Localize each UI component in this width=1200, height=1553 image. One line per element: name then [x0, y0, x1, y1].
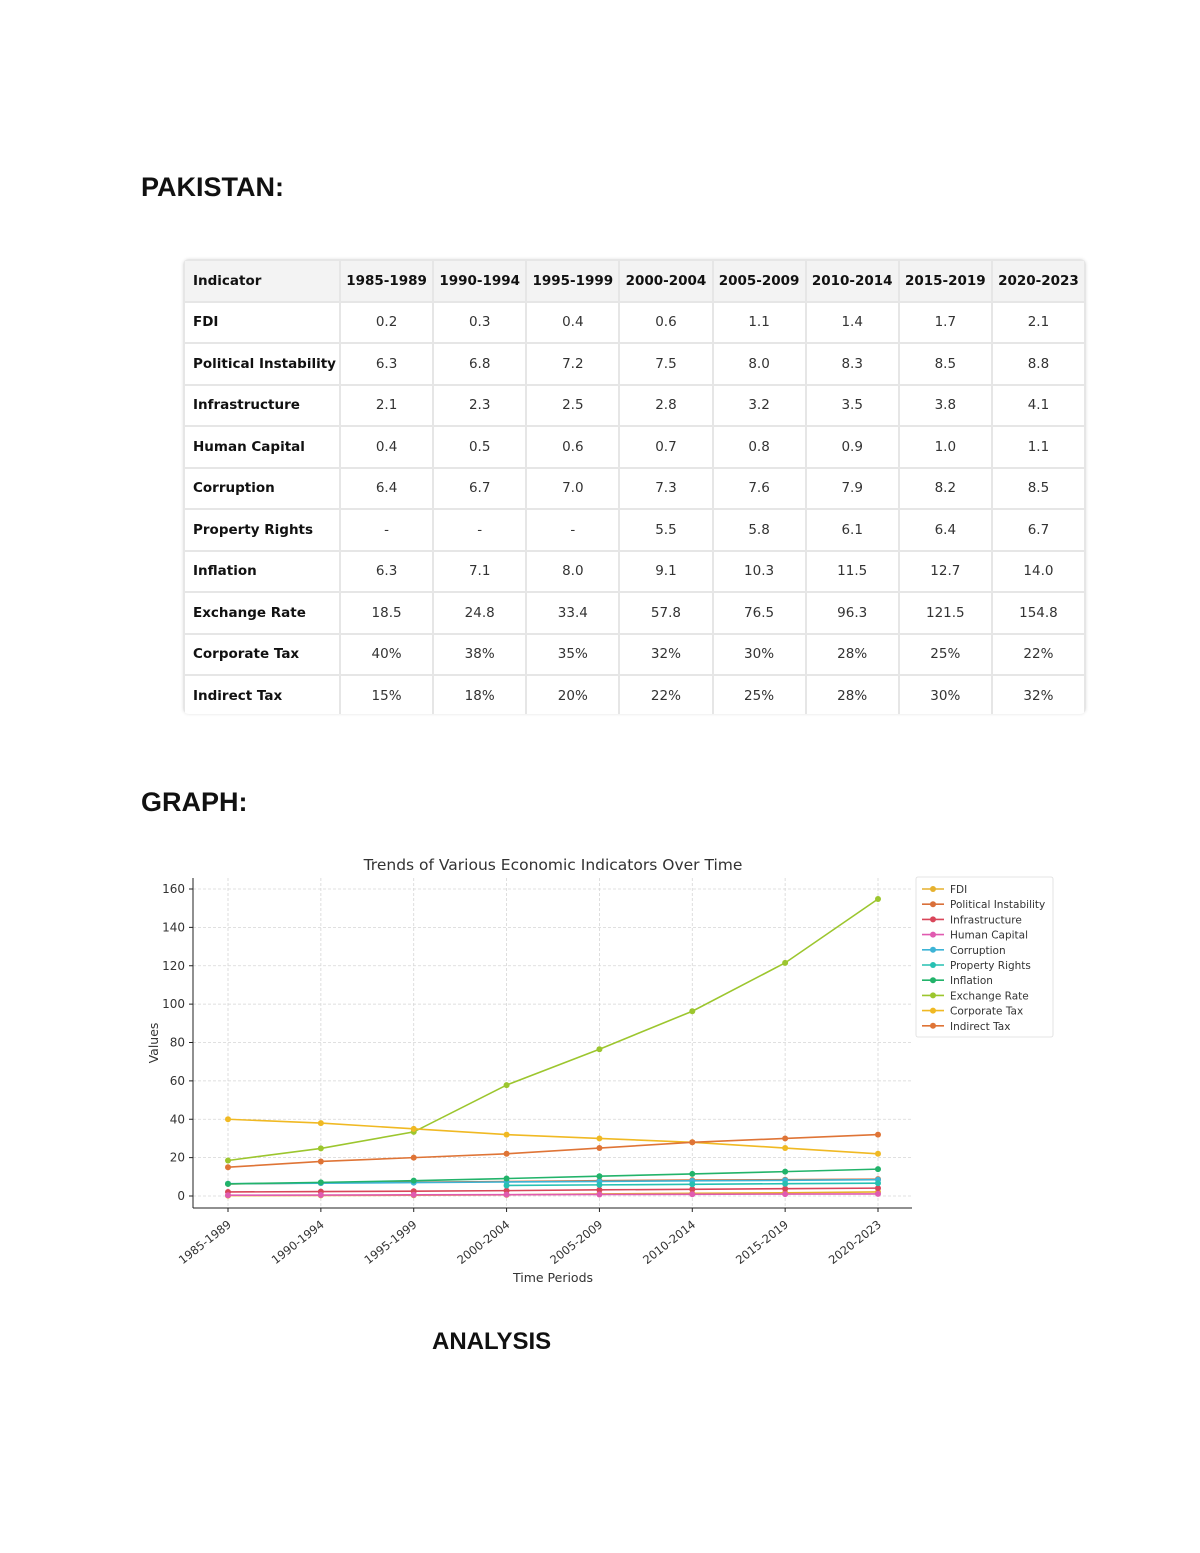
- table-cell: 2.8: [619, 385, 712, 427]
- legend-label: FDI: [950, 884, 968, 896]
- series-line: [228, 1194, 878, 1195]
- data-point: [596, 1173, 602, 1179]
- table-cell: 30%: [713, 634, 806, 676]
- table-cell: 1.1: [713, 302, 806, 344]
- data-point: [689, 1008, 695, 1014]
- table-cell: 1.4: [806, 302, 899, 344]
- data-point: [875, 1166, 881, 1172]
- table-cell: 6.7: [992, 509, 1085, 551]
- y-tick-label: 80: [169, 1035, 185, 1050]
- row-indicator-name: Political Instability: [184, 343, 340, 385]
- table-cell: 8.0: [713, 343, 806, 385]
- x-tick-label: 2015-2019: [732, 1217, 791, 1267]
- indicators-table-container: [183, 259, 1086, 714]
- table-cell: 6.3: [340, 551, 433, 593]
- table-cell: 0.9: [806, 426, 899, 468]
- table-cell: 33.4: [526, 592, 619, 634]
- y-axis-label: Values: [146, 1022, 161, 1064]
- data-point: [318, 1120, 324, 1126]
- data-point: [318, 1179, 324, 1185]
- data-point: [504, 1182, 510, 1188]
- header-indicator: Indicator: [184, 260, 340, 302]
- data-point: [875, 896, 881, 902]
- table-row: [184, 302, 1085, 344]
- legend-label: Corporate Tax: [950, 1005, 1024, 1018]
- data-point: [782, 1191, 788, 1197]
- table-cell: 0.6: [526, 426, 619, 468]
- table-cell: 7.0: [526, 468, 619, 510]
- table-cell: 18.5: [340, 592, 433, 634]
- table-cell: 4.1: [992, 385, 1085, 427]
- pakistan-heading: PAKISTAN:: [141, 172, 284, 202]
- series-line: [228, 1188, 878, 1192]
- y-tick-label: 60: [169, 1073, 185, 1088]
- table-cell: 28%: [806, 675, 899, 714]
- table-cell: 7.3: [619, 468, 712, 510]
- row-indicator-name: Indirect Tax: [184, 675, 340, 714]
- table-cell: 12.7: [899, 551, 992, 593]
- data-point: [689, 1181, 695, 1187]
- table-cell: 18%: [433, 675, 526, 714]
- table-cell: 3.8: [899, 385, 992, 427]
- header-period: 1990-1994: [433, 260, 526, 302]
- data-point: [225, 1116, 231, 1122]
- table-cell: 2.5: [526, 385, 619, 427]
- table-cell: 2.1: [340, 385, 433, 427]
- legend-marker: [930, 916, 936, 922]
- table-cell: 15%: [340, 675, 433, 714]
- table-cell: 32%: [992, 675, 1085, 714]
- chart-svg: [140, 845, 1060, 1295]
- data-point: [596, 1135, 602, 1141]
- table-cell: 7.9: [806, 468, 899, 510]
- legend-label: Infrastructure: [950, 914, 1022, 927]
- x-tick-label: 2000-2004: [454, 1217, 513, 1267]
- data-point: [875, 1191, 881, 1197]
- table-cell: 25%: [899, 634, 992, 676]
- data-point: [225, 1158, 231, 1164]
- table-cell: 35%: [526, 634, 619, 676]
- data-point: [596, 1191, 602, 1197]
- x-axis-label: Time Periods: [512, 1270, 594, 1285]
- y-tick-label: 0: [177, 1189, 185, 1203]
- data-point: [411, 1126, 417, 1132]
- table-cell: 28%: [806, 634, 899, 676]
- legend-label: Exchange Rate: [950, 990, 1029, 1003]
- data-point: [504, 1176, 510, 1182]
- legend-label: Political Instability: [950, 899, 1046, 912]
- legend-label: Property Rights: [950, 960, 1031, 972]
- data-point: [689, 1171, 695, 1177]
- table-cell: 22%: [619, 675, 712, 714]
- table-cell: 20%: [526, 675, 619, 714]
- table-cell: -: [433, 509, 526, 551]
- data-point: [504, 1192, 510, 1198]
- x-tick-label: 1985-1989: [175, 1217, 234, 1267]
- table-cell: 3.5: [806, 385, 899, 427]
- data-point: [504, 1082, 510, 1088]
- y-tick-label: 20: [169, 1150, 185, 1165]
- series-line: [228, 1119, 878, 1154]
- row-indicator-name: Property Rights: [184, 509, 340, 551]
- legend-marker: [930, 977, 936, 983]
- row-indicator-name: Inflation: [184, 551, 340, 593]
- data-point: [225, 1181, 231, 1187]
- row-indicator-name: FDI: [184, 302, 340, 344]
- table-cell: 0.6: [619, 302, 712, 344]
- data-point: [411, 1192, 417, 1198]
- data-point: [689, 1191, 695, 1197]
- table-cell: 2.1: [992, 302, 1085, 344]
- series-line: [228, 899, 878, 1161]
- table-cell: 6.4: [899, 509, 992, 551]
- row-indicator-name: Corporate Tax: [184, 634, 340, 676]
- x-tick-label: 2010-2014: [640, 1217, 699, 1267]
- table-cell: 0.2: [340, 302, 433, 344]
- table-cell: 121.5: [899, 592, 992, 634]
- data-point: [318, 1145, 324, 1151]
- legend-marker: [930, 1008, 936, 1014]
- legend-marker: [930, 886, 936, 892]
- table-cell: 38%: [433, 634, 526, 676]
- data-point: [782, 960, 788, 966]
- data-point: [225, 1192, 231, 1198]
- y-tick-label: 100: [162, 997, 185, 1012]
- table-row: [184, 551, 1085, 593]
- header-period: 2005-2009: [713, 260, 806, 302]
- data-point: [318, 1158, 324, 1164]
- table-cell: -: [340, 509, 433, 551]
- data-point: [225, 1164, 231, 1170]
- table-cell: 0.7: [619, 426, 712, 468]
- x-tick-label: 2005-2009: [547, 1217, 606, 1267]
- table-row: [184, 675, 1085, 714]
- table-cell: 25%: [713, 675, 806, 714]
- data-point: [411, 1155, 417, 1161]
- header-period: 2010-2014: [806, 260, 899, 302]
- table-cell: 22%: [992, 634, 1085, 676]
- table-cell: 7.6: [713, 468, 806, 510]
- table-row: [184, 426, 1085, 468]
- table-cell: 0.8: [713, 426, 806, 468]
- table-row: [184, 592, 1085, 634]
- y-tick-label: 40: [169, 1112, 185, 1127]
- table-cell: 154.8: [992, 592, 1085, 634]
- data-point: [782, 1135, 788, 1141]
- data-point: [318, 1192, 324, 1198]
- table-cell: 11.5: [806, 551, 899, 593]
- legend-marker: [930, 947, 936, 953]
- analysis-heading: ANALYSIS: [432, 1328, 552, 1355]
- data-point: [504, 1151, 510, 1157]
- table-cell: 0.5: [433, 426, 526, 468]
- table-cell: 0.4: [526, 302, 619, 344]
- table-cell: 14.0: [992, 551, 1085, 593]
- table-cell: 10.3: [713, 551, 806, 593]
- header-period: 2000-2004: [619, 260, 712, 302]
- table-cell: 8.5: [899, 343, 992, 385]
- legend-label: Corruption: [950, 944, 1006, 957]
- data-point: [875, 1180, 881, 1186]
- legend-label: Indirect Tax: [950, 1020, 1011, 1033]
- y-tick-label: 120: [162, 958, 185, 973]
- table-cell: 8.8: [992, 343, 1085, 385]
- data-point: [782, 1145, 788, 1151]
- table-cell: 6.3: [340, 343, 433, 385]
- x-tick-label: 1995-1999: [361, 1217, 420, 1267]
- legend-marker: [930, 962, 936, 968]
- data-point: [411, 1178, 417, 1184]
- table-header-row: [184, 260, 1085, 302]
- y-tick-label: 160: [162, 882, 185, 896]
- table-cell: 6.8: [433, 343, 526, 385]
- data-point: [689, 1139, 695, 1145]
- table-cell: 7.5: [619, 343, 712, 385]
- table-cell: 8.0: [526, 551, 619, 593]
- row-indicator-name: Corruption: [184, 468, 340, 510]
- table-row: [184, 468, 1085, 510]
- table-cell: 0.3: [433, 302, 526, 344]
- data-point: [596, 1182, 602, 1188]
- line-chart: [140, 845, 1060, 1295]
- table-cell: 5.5: [619, 509, 712, 551]
- chart-title: Trends of Various Economic Indicators Over Time: [363, 856, 743, 874]
- table-row: [184, 343, 1085, 385]
- table-cell: 9.1: [619, 551, 712, 593]
- legend-marker: [930, 901, 936, 907]
- row-indicator-name: Human Capital: [184, 426, 340, 468]
- table-cell: 2.3: [433, 385, 526, 427]
- header-period: 1985-1989: [340, 260, 433, 302]
- table-cell: 24.8: [433, 592, 526, 634]
- table-row: [184, 634, 1085, 676]
- data-point: [875, 1151, 881, 1157]
- table-cell: 1.0: [899, 426, 992, 468]
- table-cell: 6.7: [433, 468, 526, 510]
- table-cell: 6.4: [340, 468, 433, 510]
- table-cell: 8.2: [899, 468, 992, 510]
- data-point: [504, 1132, 510, 1138]
- table-cell: 7.1: [433, 551, 526, 593]
- table-cell: 3.2: [713, 385, 806, 427]
- y-tick-label: 140: [162, 920, 185, 935]
- table-cell: 32%: [619, 634, 712, 676]
- data-point: [782, 1169, 788, 1175]
- table-cell: 1.7: [899, 302, 992, 344]
- legend-marker: [930, 932, 936, 938]
- header-period: 1995-1999: [526, 260, 619, 302]
- table-cell: 7.2: [526, 343, 619, 385]
- graph-heading: GRAPH:: [141, 787, 248, 817]
- series-line: [228, 1135, 878, 1168]
- table-cell: 8.3: [806, 343, 899, 385]
- x-tick-label: 2020-2023: [825, 1217, 884, 1267]
- table-row: [184, 509, 1085, 551]
- data-point: [596, 1046, 602, 1052]
- table-cell: -: [526, 509, 619, 551]
- table-row: [184, 385, 1085, 427]
- table-cell: 76.5: [713, 592, 806, 634]
- legend-label: Human Capital: [950, 929, 1029, 942]
- table-cell: 30%: [899, 675, 992, 714]
- indicators-table: [183, 259, 1086, 714]
- table-cell: 1.1: [992, 426, 1085, 468]
- legend-label: Inflation: [950, 975, 993, 988]
- table-cell: 8.5: [992, 468, 1085, 510]
- legend-marker: [930, 1023, 936, 1029]
- data-point: [875, 1132, 881, 1138]
- table-cell: 6.1: [806, 509, 899, 551]
- row-indicator-name: Infrastructure: [184, 385, 340, 427]
- header-period: 2015-2019: [899, 260, 992, 302]
- legend-marker: [930, 992, 936, 998]
- table-cell: 96.3: [806, 592, 899, 634]
- data-point: [782, 1181, 788, 1187]
- row-indicator-name: Exchange Rate: [184, 592, 340, 634]
- x-tick-label: 1990-1994: [268, 1217, 327, 1267]
- table-cell: 5.8: [713, 509, 806, 551]
- data-point: [596, 1145, 602, 1151]
- table-cell: 57.8: [619, 592, 712, 634]
- table-cell: 0.4: [340, 426, 433, 468]
- table-cell: 40%: [340, 634, 433, 676]
- header-period: 2020-2023: [992, 260, 1085, 302]
